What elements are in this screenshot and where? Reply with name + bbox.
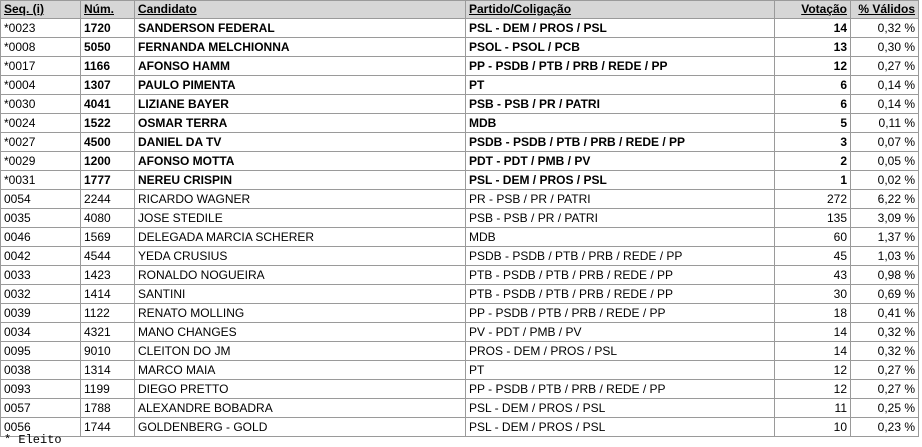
cell-votacao: 12 bbox=[775, 57, 851, 76]
cell-partido: PSL - DEM / PROS / PSL bbox=[466, 418, 775, 437]
cell-pct: 0,32 % bbox=[851, 323, 919, 342]
cell-seq: 0056 bbox=[1, 418, 81, 437]
cell-pct: 1,37 % bbox=[851, 228, 919, 247]
cell-votacao: 12 bbox=[775, 380, 851, 399]
table-row bbox=[1, 114, 919, 133]
cell-candidato: MANO CHANGES bbox=[135, 323, 466, 342]
cell-partido: MDB bbox=[466, 228, 775, 247]
table-row bbox=[1, 380, 919, 399]
table-row bbox=[1, 57, 919, 76]
cell-seq: *0017 bbox=[1, 57, 81, 76]
cell-votacao: 60 bbox=[775, 228, 851, 247]
cell-partido: PT bbox=[466, 76, 775, 95]
cell-seq: 0039 bbox=[1, 304, 81, 323]
table-row bbox=[1, 361, 919, 380]
cell-seq: 0042 bbox=[1, 247, 81, 266]
cell-candidato: CLEITON DO JM bbox=[135, 342, 466, 361]
cell-votacao: 18 bbox=[775, 304, 851, 323]
cell-pct: 6,22 % bbox=[851, 190, 919, 209]
cell-seq: *0030 bbox=[1, 95, 81, 114]
cell-pct: 0,05 % bbox=[851, 152, 919, 171]
table-row bbox=[1, 285, 919, 304]
column-header-votacao[interactable]: Votação bbox=[775, 1, 851, 19]
cell-pct: 0,27 % bbox=[851, 361, 919, 380]
cell-num: 4321 bbox=[81, 323, 135, 342]
cell-num: 1122 bbox=[81, 304, 135, 323]
cell-candidato: PAULO PIMENTA bbox=[135, 76, 466, 95]
cell-num: 1744 bbox=[81, 418, 135, 437]
cell-partido: PTB - PSDB / PTB / PRB / REDE / PP bbox=[466, 266, 775, 285]
cell-pct: 0,30 % bbox=[851, 38, 919, 57]
cell-partido: PR - PSB / PR / PATRI bbox=[466, 190, 775, 209]
cell-partido: PDT - PDT / PMB / PV bbox=[466, 152, 775, 171]
cell-seq: *0031 bbox=[1, 171, 81, 190]
cell-candidato: OSMAR TERRA bbox=[135, 114, 466, 133]
cell-num: 1200 bbox=[81, 152, 135, 171]
cell-votacao: 12 bbox=[775, 361, 851, 380]
table-row bbox=[1, 209, 919, 228]
cell-num: 4500 bbox=[81, 133, 135, 152]
cell-candidato: DELEGADA MARCIA SCHERER bbox=[135, 228, 466, 247]
cell-seq: 0093 bbox=[1, 380, 81, 399]
table-row bbox=[1, 247, 919, 266]
column-header-candidato[interactable]: Candidato bbox=[135, 1, 466, 19]
cell-candidato: NEREU CRISPIN bbox=[135, 171, 466, 190]
cell-partido: PSB - PSB / PR / PATRI bbox=[466, 209, 775, 228]
cell-partido: PSDB - PSDB / PTB / PRB / REDE / PP bbox=[466, 247, 775, 266]
cell-seq: *0029 bbox=[1, 152, 81, 171]
cell-candidato: DANIEL DA TV bbox=[135, 133, 466, 152]
cell-seq: *0004 bbox=[1, 76, 81, 95]
table-row bbox=[1, 342, 919, 361]
table-row bbox=[1, 323, 919, 342]
cell-candidato: DIEGO PRETTO bbox=[135, 380, 466, 399]
cell-seq: 0033 bbox=[1, 266, 81, 285]
cell-votacao: 6 bbox=[775, 95, 851, 114]
cell-partido: PSL - DEM / PROS / PSL bbox=[466, 19, 775, 38]
cell-pct: 3,09 % bbox=[851, 209, 919, 228]
cell-pct: 0,02 % bbox=[851, 171, 919, 190]
table-row bbox=[1, 266, 919, 285]
cell-partido: PTB - PSDB / PTB / PRB / REDE / PP bbox=[466, 285, 775, 304]
cell-candidato: AFONSO MOTTA bbox=[135, 152, 466, 171]
cell-seq: 0046 bbox=[1, 228, 81, 247]
cell-partido: PV - PDT / PMB / PV bbox=[466, 323, 775, 342]
cell-candidato: JOSE STEDILE bbox=[135, 209, 466, 228]
cell-num: 1199 bbox=[81, 380, 135, 399]
column-header-num[interactable]: Núm. bbox=[81, 1, 135, 19]
table-row bbox=[1, 133, 919, 152]
cell-num: 4080 bbox=[81, 209, 135, 228]
cell-seq: 0057 bbox=[1, 399, 81, 418]
cell-num: 1314 bbox=[81, 361, 135, 380]
cell-num: 2244 bbox=[81, 190, 135, 209]
cell-votacao: 6 bbox=[775, 76, 851, 95]
cell-votacao: 43 bbox=[775, 266, 851, 285]
cell-pct: 0,11 % bbox=[851, 114, 919, 133]
cell-pct: 0,32 % bbox=[851, 342, 919, 361]
column-header-partido[interactable]: Partido/Coligação bbox=[466, 1, 775, 19]
table-row bbox=[1, 152, 919, 171]
cell-candidato: SANDERSON FEDERAL bbox=[135, 19, 466, 38]
cell-candidato: YEDA CRUSIUS bbox=[135, 247, 466, 266]
cell-candidato: RENATO MOLLING bbox=[135, 304, 466, 323]
cell-pct: 0,32 % bbox=[851, 19, 919, 38]
cell-candidato: RICARDO WAGNER bbox=[135, 190, 466, 209]
cell-num: 1307 bbox=[81, 76, 135, 95]
cell-partido: PP - PSDB / PTB / PRB / REDE / PP bbox=[466, 380, 775, 399]
table-row bbox=[1, 228, 919, 247]
cell-candidato: ALEXANDRE BOBADRA bbox=[135, 399, 466, 418]
cell-num: 1569 bbox=[81, 228, 135, 247]
table-row bbox=[1, 38, 919, 57]
column-header-pct[interactable]: % Válidos bbox=[851, 1, 919, 19]
cell-votacao: 11 bbox=[775, 399, 851, 418]
cell-votacao: 135 bbox=[775, 209, 851, 228]
cell-num: 4041 bbox=[81, 95, 135, 114]
cell-seq: 0038 bbox=[1, 361, 81, 380]
cell-votacao: 45 bbox=[775, 247, 851, 266]
cell-partido: PT bbox=[466, 361, 775, 380]
table-row bbox=[1, 304, 919, 323]
cell-pct: 0,25 % bbox=[851, 399, 919, 418]
table-row bbox=[1, 171, 919, 190]
table-row bbox=[1, 418, 919, 437]
cell-pct: 0,23 % bbox=[851, 418, 919, 437]
cell-candidato: MARCO MAIA bbox=[135, 361, 466, 380]
cell-candidato: GOLDENBERG - GOLD bbox=[135, 418, 466, 437]
footnote: * Eleito bbox=[4, 433, 62, 447]
cell-num: 1720 bbox=[81, 19, 135, 38]
cell-votacao: 3 bbox=[775, 133, 851, 152]
cell-votacao: 272 bbox=[775, 190, 851, 209]
cell-pct: 0,07 % bbox=[851, 133, 919, 152]
cell-pct: 0,14 % bbox=[851, 76, 919, 95]
cell-seq: 0095 bbox=[1, 342, 81, 361]
cell-candidato: LIZIANE BAYER bbox=[135, 95, 466, 114]
cell-seq: 0034 bbox=[1, 323, 81, 342]
table-row bbox=[1, 19, 919, 38]
cell-seq: *0024 bbox=[1, 114, 81, 133]
cell-votacao: 30 bbox=[775, 285, 851, 304]
cell-partido: PP - PSDB / PTB / PRB / REDE / PP bbox=[466, 304, 775, 323]
cell-num: 1423 bbox=[81, 266, 135, 285]
cell-partido: PSL - DEM / PROS / PSL bbox=[466, 171, 775, 190]
cell-pct: 0,27 % bbox=[851, 57, 919, 76]
header-row bbox=[1, 1, 919, 19]
cell-pct: 0,98 % bbox=[851, 266, 919, 285]
table-row bbox=[1, 76, 919, 95]
cell-num: 1166 bbox=[81, 57, 135, 76]
table-row bbox=[1, 399, 919, 418]
cell-num: 1522 bbox=[81, 114, 135, 133]
cell-num: 1414 bbox=[81, 285, 135, 304]
cell-partido: PSB - PSB / PR / PATRI bbox=[466, 95, 775, 114]
cell-num: 9010 bbox=[81, 342, 135, 361]
cell-candidato: SANTINI bbox=[135, 285, 466, 304]
cell-votacao: 14 bbox=[775, 342, 851, 361]
cell-num: 1777 bbox=[81, 171, 135, 190]
cell-votacao: 14 bbox=[775, 19, 851, 38]
table-row bbox=[1, 95, 919, 114]
cell-votacao: 5 bbox=[775, 114, 851, 133]
cell-pct: 0,27 % bbox=[851, 380, 919, 399]
cell-seq: *0023 bbox=[1, 19, 81, 38]
column-header-seq[interactable]: Seq. (i) bbox=[1, 1, 81, 19]
cell-num: 4544 bbox=[81, 247, 135, 266]
cell-seq: 0032 bbox=[1, 285, 81, 304]
cell-seq: *0027 bbox=[1, 133, 81, 152]
cell-seq: 0054 bbox=[1, 190, 81, 209]
cell-votacao: 2 bbox=[775, 152, 851, 171]
cell-partido: PSOL - PSOL / PCB bbox=[466, 38, 775, 57]
cell-pct: 1,03 % bbox=[851, 247, 919, 266]
cell-candidato: RONALDO NOGUEIRA bbox=[135, 266, 466, 285]
cell-partido: PROS - DEM / PROS / PSL bbox=[466, 342, 775, 361]
table-row bbox=[1, 190, 919, 209]
cell-pct: 0,41 % bbox=[851, 304, 919, 323]
cell-votacao: 14 bbox=[775, 323, 851, 342]
cell-votacao: 10 bbox=[775, 418, 851, 437]
cell-votacao: 13 bbox=[775, 38, 851, 57]
cell-candidato: AFONSO HAMM bbox=[135, 57, 466, 76]
cell-partido: PP - PSDB / PTB / PRB / REDE / PP bbox=[466, 57, 775, 76]
cell-partido: PSDB - PSDB / PTB / PRB / REDE / PP bbox=[466, 133, 775, 152]
cell-partido: PSL - DEM / PROS / PSL bbox=[466, 399, 775, 418]
cell-num: 1788 bbox=[81, 399, 135, 418]
cell-pct: 0,69 % bbox=[851, 285, 919, 304]
cell-num: 5050 bbox=[81, 38, 135, 57]
cell-pct: 0,14 % bbox=[851, 95, 919, 114]
cell-seq: *0008 bbox=[1, 38, 81, 57]
cell-votacao: 1 bbox=[775, 171, 851, 190]
cell-candidato: FERNANDA MELCHIONNA bbox=[135, 38, 466, 57]
cell-seq: 0035 bbox=[1, 209, 81, 228]
cell-partido: MDB bbox=[466, 114, 775, 133]
